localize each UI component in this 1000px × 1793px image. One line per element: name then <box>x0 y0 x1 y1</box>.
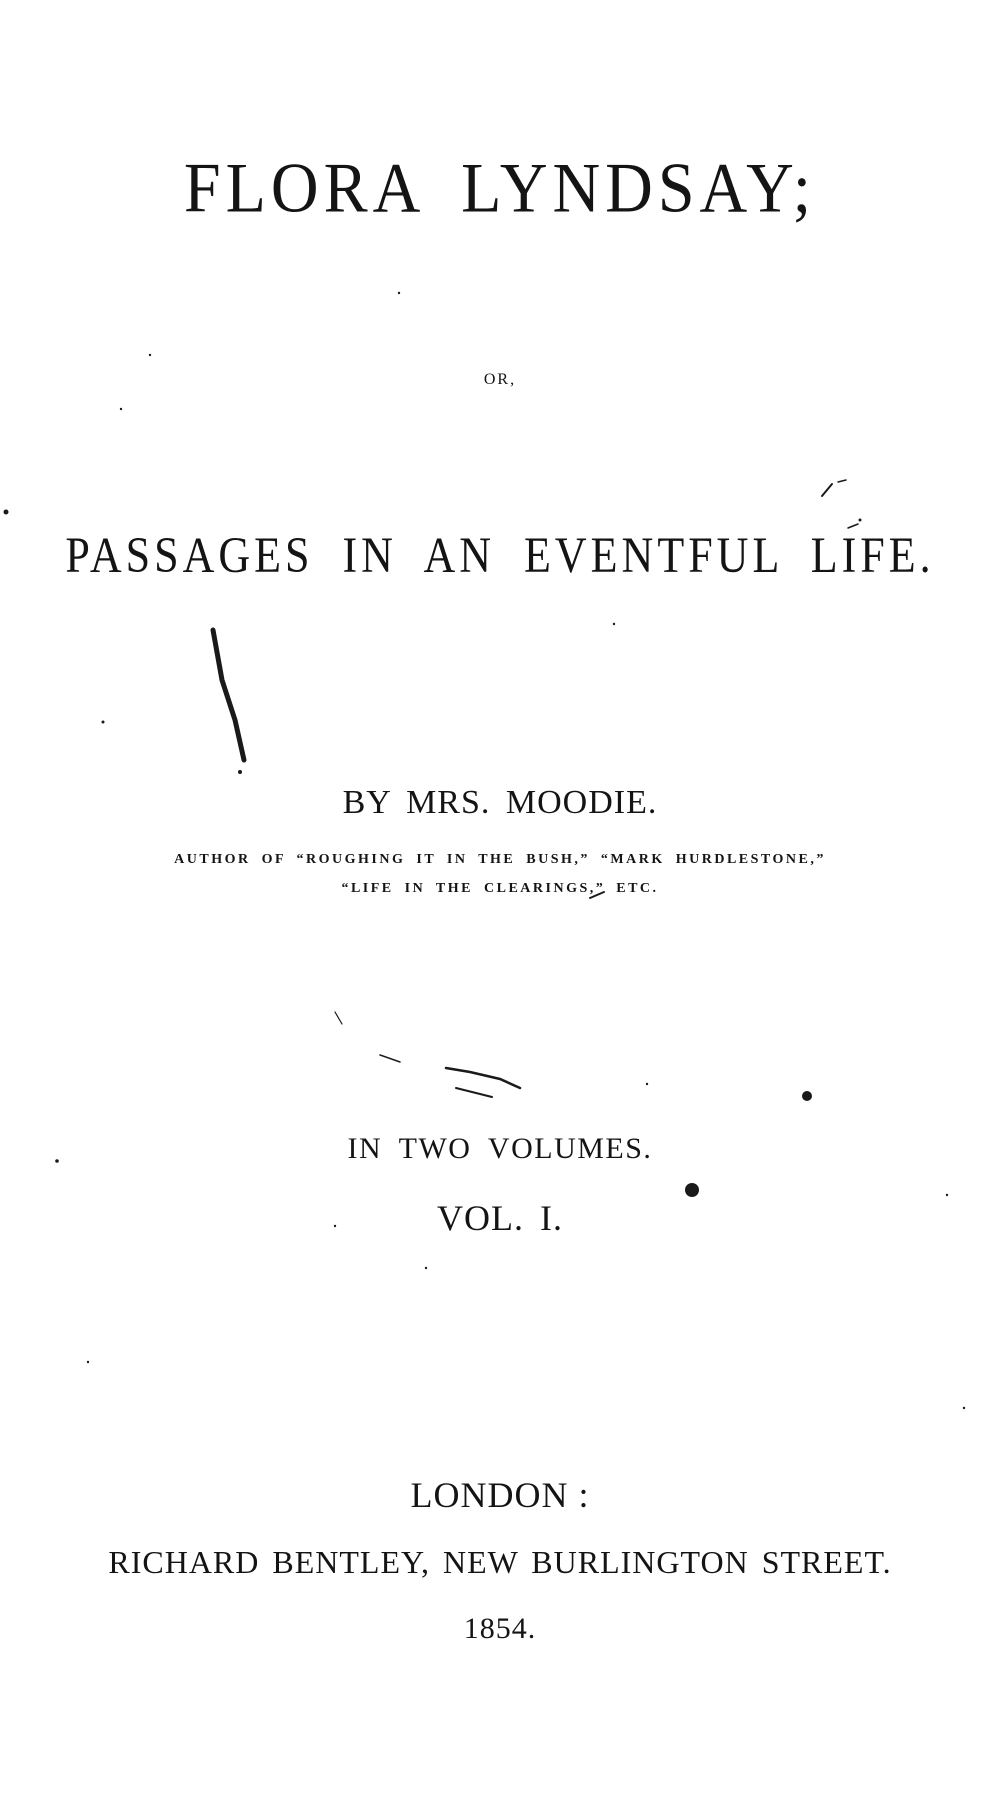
title-conjunction: OR, <box>483 371 517 388</box>
book-title: FLORA LYNDSAY; <box>183 149 817 228</box>
other-works-line-2: “LIFE IN THE CLEARINGS,” ETC. <box>341 881 659 896</box>
publication-year: 1854. <box>463 1612 537 1645</box>
imprint-city: LONDON : <box>410 1475 590 1515</box>
publisher-line: RICHARD BENTLEY, NEW BURLINGTON STREET. <box>108 1544 892 1580</box>
other-works-line-1: AUTHOR OF “ROUGHING IT IN THE BUSH,” “MARK HURDLESTONE,” <box>174 852 826 867</box>
author-line: BY MRS. MOODIE. <box>342 784 658 821</box>
volume-number: VOL. I. <box>437 1198 563 1238</box>
volume-count: IN TWO VOLUMES. <box>347 1132 653 1165</box>
book-subtitle: PASSAGES IN AN EVENTFUL LIFE. <box>65 527 935 584</box>
